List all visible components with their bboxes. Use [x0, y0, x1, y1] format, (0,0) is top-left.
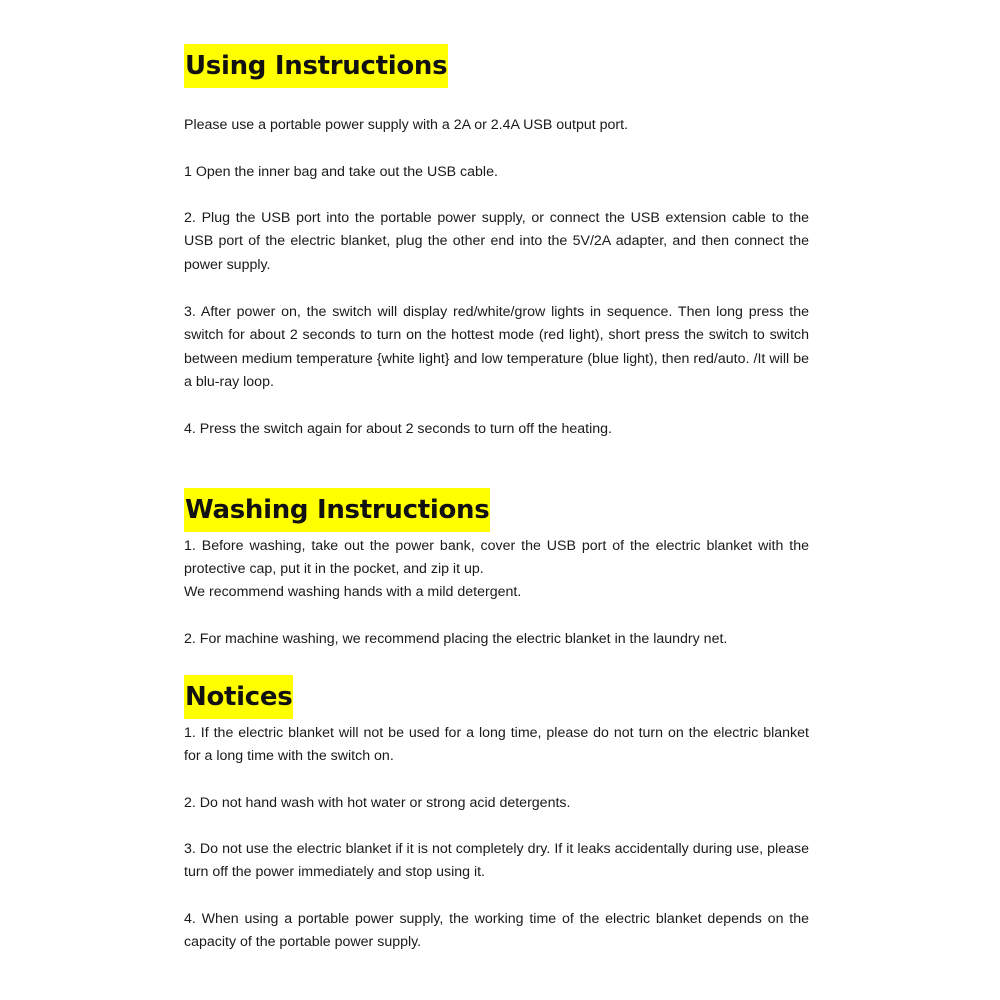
notice-item-4: 4. When using a portable power supply, the working time of the electric blanket depends on the capacity of the portable power supply.	[184, 911, 809, 951]
notice-item-1: 1. If the electric blanket will not be used for a long time, please do not turn on the electric blanket for a long time with the switch on.	[184, 725, 809, 765]
notices-heading: Notices	[184, 675, 293, 719]
using-step-3: 3. After power on, the switch will display red/white/grow lights in sequence. Then long press the switch for about 2 seconds to turn on the hottest mode (red light), short press the switch to switch between medium temperature {white light} and low temperature (blue light), then red/auto. /It will be a blu-ray loop.	[184, 304, 809, 390]
washing-step-2: 2. For machine washing, we recommend placing the electric blanket in the laundry net.	[184, 631, 728, 647]
using-instructions-heading: Using Instructions	[184, 44, 448, 88]
using-step-4: 4. Press the switch again for about 2 seconds to turn off the heating.	[184, 421, 612, 437]
washing-instructions-heading: Washing Instructions	[184, 488, 490, 532]
using-intro: Please use a portable power supply with a 2A or 2.4A USB output port.	[184, 117, 629, 133]
washing-step-1: 1. Before washing, take out the power bank, cover the USB port of the electric blanket with the protective cap, put it in the pocket, and zip it up.	[184, 538, 809, 578]
washing-step-1-note: We recommend washing hands with a mild detergent.	[184, 584, 522, 600]
notice-item-2: 2. Do not hand wash with hot water or strong acid detergents.	[184, 795, 571, 811]
using-step-2: 2. Plug the USB port into the portable power supply, or connect the USB extension cable to the USB port of the electric blanket, plug the other end into the 5V/2A adapter, and then connect the power supply.	[184, 210, 809, 273]
using-step-1: 1 Open the inner bag and take out the USB cable.	[184, 164, 498, 180]
notice-item-3: 3. Do not use the electric blanket if it is not completely dry. If it leaks accidentally during use, please turn off the power immediately and stop using it.	[184, 841, 809, 881]
